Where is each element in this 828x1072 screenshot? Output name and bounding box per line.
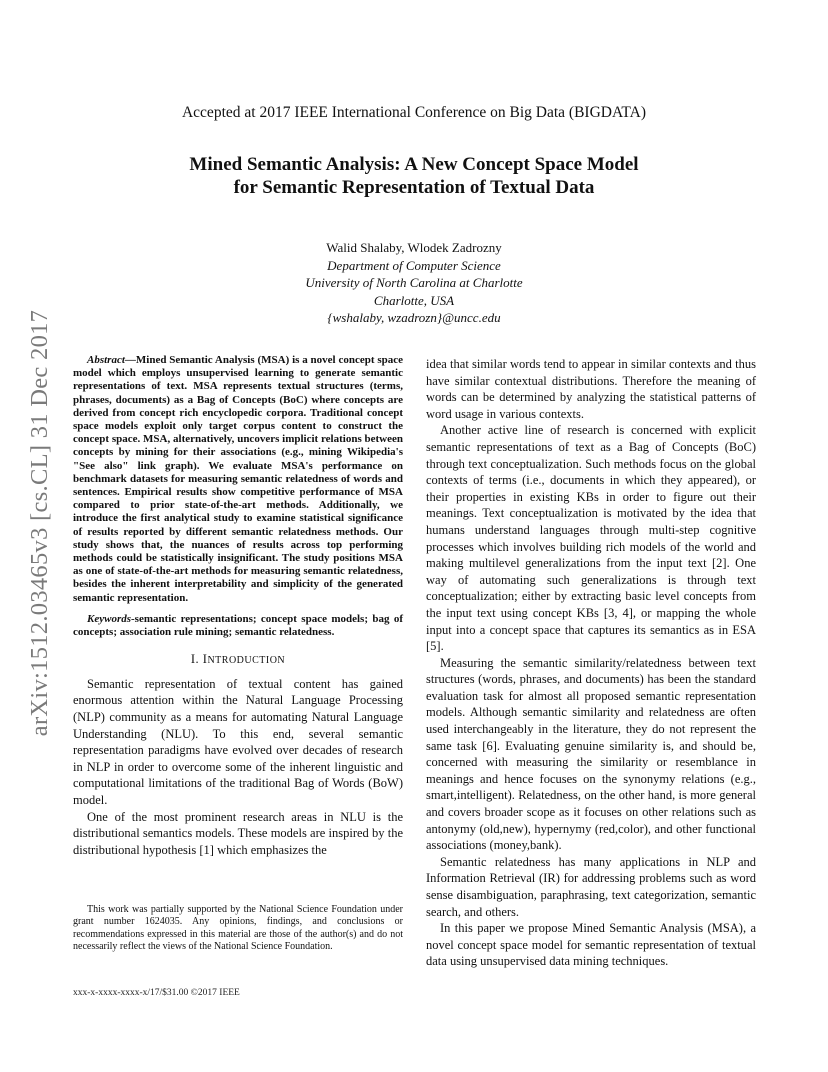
abstract-label: Abstract: [87, 354, 125, 366]
author-city: Charlotte, USA: [373, 292, 455, 308]
author-department: Department of Computer Science: [327, 257, 501, 273]
intro-paragraph-1: Semantic representation of textual content has gained enormous attention within the Natural Language Processing (NLP) community as a means for automating Natural Language Understanding (NLU). To this end, several semantic representation paradigms have evolved over decades of research in NLP in order to overcome some of the inherent linguistic and computational limitations of the traditional Bag of Words (BoW) model.: [73, 676, 403, 808]
section-title-first: I: [202, 652, 208, 667]
funding-footnote: This work was partially supported by the National Science Foundation under grant number 1624035. Any opinions, findings, and conclusions or recommendations expressed in this material are those of the author(s) and do not necessarily reflect the views of the National Science Foundation.: [73, 904, 403, 953]
section-number: I.: [190, 652, 200, 667]
paper-title: [0, 153, 828, 199]
author-university: University of North Carolina at Charlotte: [305, 275, 523, 291]
arxiv-sidebar-stamp: [20, 288, 60, 758]
right-paragraph-2: Another active line of research is concerned with explicit semantic representations of text as a Bag of Concepts (BoC) through text conceptualization. Such methods focus on the global contexts of terms (i.e., documents in which they appeared), or their properties in existing KBs in order to figure out their meanings. Text conceptualization is motivated by the idea that humans understand languages through multi-step cognitive processes which involves building rich models of the world and making multilevel generalizations from the input text [2]. One way of automating such generalizations is through text conceptualization; either by extracting basic level concepts from the input text using concept KBs [3, 4], or mapping the whole input into a concept space that captures its semantics as in ESA [5].: [426, 423, 756, 654]
right-paragraph-3: Measuring the semantic similarity/relatedness between text structures (words, phrases, and documents) has been the standard evaluation task for almost all proposed semantic representation models. Although semantic similarity and relatedness are often used interchangeably in the literature, they do not represent the same task [6]. Evaluating genuine similarity is, and should be, concerned with measuring the similarity or resemblance in meanings and hence focuses on the synonymy relations (e.g., smart,intelligent). Relatedness, on the other hand, is more general and covers broader scope as it focuses on other relations such as antonymy (old,new), hypernymy (red,color), and other functional associations (money,bank).: [426, 655, 756, 853]
right-column: [426, 356, 756, 970]
right-paragraph-5: In this paper we propose Mined Semantic Analysis (MSA), a novel concept space model for semantic representation of textual data using unsupervised data mining techniques.: [426, 921, 756, 969]
author-names: Walid Shalaby, Wlodek Zadrozny: [326, 240, 502, 255]
author-email: {wshalaby, wzadrozn}@uncc.edu: [327, 310, 501, 326]
author-block: [0, 239, 828, 327]
abstract: [73, 354, 403, 605]
keywords-text: -semantic representations; concept space models; bag of concepts; association rule mining; semantic relatedness.: [73, 612, 403, 639]
section-heading-introduction: [73, 651, 403, 670]
keywords: [73, 613, 403, 639]
abstract-text: —Mined Semantic Analysis (MSA) is a novel concept space model which employs unsupervised learning to generate semantic representations of text. MSA represents textual structures (terms, phrases, documents) as a Bag of Concepts (BoC) where concepts are derived from concept rich encyclopedic corpora. Traditional concept space models exploit only target corpus content to construct the concept space. MSA, alternatively, uncovers implicit relations between concepts by mining for their associations (e.g., mining Wikipedia's "See also" link graph). We evaluate MSA's performance on benchmark datasets for measuring semantic relatedness of words and sentences. Empirical results show competitive performance of MSA compared to prior state-of-the-art methods. Additionally, we introduce the first analytical study to examine statistical significance of results reported by different semantic relatedness methods. Our study shows that, the nuances of results across top performing methods could be statistically insignificant. The study positions MSA as one of state-of-the-art methods for measuring semantic relatedness, besides the inherent interpretability and simplicity of the generated semantic representation.: [73, 354, 403, 604]
right-paragraph-4: Semantic relatedness has many applications in NLP and Information Retrieval (IR) for addressing problems such as word sense disambiguation, paraphrasing, text categorization, semantic search, and others.: [426, 854, 756, 919]
title-line-1: Mined Semantic Analysis: A New Concept Space Model: [189, 154, 639, 175]
left-column: [73, 354, 403, 858]
arxiv-id: arXiv:1512.03465v3 [cs.CL] 31 Dec 2017: [26, 309, 53, 737]
title-line-2: for Semantic Representation of Textual Data: [233, 177, 595, 198]
keywords-label: Keywords: [87, 612, 131, 625]
intro-paragraph-2: One of the most prominent research areas in NLU is the distributional semantics models. These models are inspired by the distributional hypothesis [1] which emphasizes the: [73, 809, 403, 857]
right-paragraph-1: idea that similar words tend to appear in similar contexts and thus have similar contextual distributions. Therefore the meaning of words can be determined by analyzing the statistical patterns of word usage in various contexts.: [426, 357, 756, 421]
copyright-footer: xxx-x-xxxx-xxxx-x/17/$31.00 ©2017 IEEE: [73, 988, 240, 998]
section-title-rest: NTRODUCTION: [207, 655, 286, 667]
conference-note: Accepted at 2017 IEEE International Conference on Big Data (BIGDATA): [181, 104, 647, 121]
